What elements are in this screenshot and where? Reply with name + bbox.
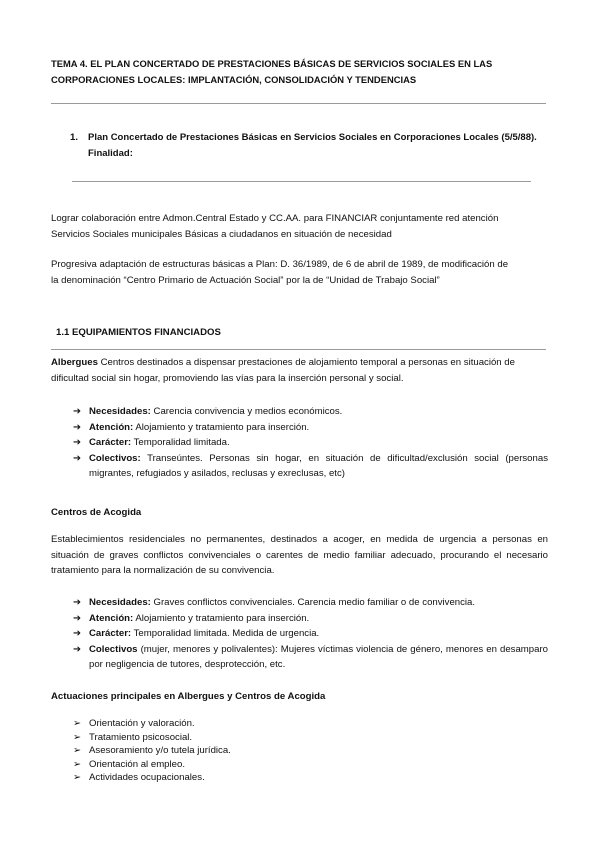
albergues-line-2: dificultad social sin hogar, promoviendo las vías para la inserción personal y social.: [51, 372, 404, 384]
paragraph-line: la denominación “Centro Primario de Actuación Social” por la de “Unidad de Trabajo Social”: [51, 274, 440, 286]
bullet-text: (mujer, menores y polivalentes): Mujeres víctimas violencia de género, menores en desamparo por negligencia de tutores, desprotección, etc.: [89, 643, 548, 670]
bullet-label: Colectivos: [89, 643, 138, 655]
bullet-text: Alojamiento y tratamiento para inserción.: [133, 421, 310, 433]
section-1-number: 1.: [70, 132, 79, 143]
list-item-text: Orientación al empleo.: [89, 758, 185, 770]
acogida-bullets: [73, 595, 548, 673]
list-item-text: Actividades ocupacionales.: [89, 772, 205, 783]
section-1-heading-line-1: Plan Concertado de Prestaciones Básicas en Servicios Sociales en Corporaciones Locales (5/5/88).: [88, 132, 537, 143]
subsection-title: 1.1 EQUIPAMIENTOS FINANCIADOS: [56, 327, 221, 338]
list-item-text: Tratamiento psicosocial.: [89, 731, 193, 743]
bullet-item: [73, 595, 548, 611]
list-item: [73, 731, 473, 745]
chevron-icon: ➢: [73, 718, 82, 729]
albergues-line-1: Centros destinados a dispensar prestaciones de alojamiento temporal a personas en situación de: [97, 357, 515, 368]
bullet-label: Carácter:: [89, 437, 132, 448]
bullet-item: [73, 404, 548, 420]
bullet-label: Necesidades:: [89, 406, 151, 417]
arrow-icon: ➔: [73, 628, 82, 639]
bullet-text: Temporalidad limitada. Medida de urgencia.: [131, 628, 320, 639]
acogida-text: Establecimientos residenciales no permanentes, destinados a acoger, en medida de urgencia a personas en situación de graves conflictos convivenciales o carentes de medio familiar adecuado, procurando el necesario tratamiento para la normalización de su convivencia.: [51, 534, 548, 576]
albergues-paragraph: [51, 355, 548, 386]
paragraph-finalidad: [51, 211, 551, 242]
bullet-item: [73, 626, 548, 642]
bullet-text: Alojamiento y tratamiento para inserción.: [133, 612, 310, 624]
chevron-icon: ➢: [73, 731, 82, 743]
paragraph-adaptacion: [51, 257, 551, 288]
bullet-item: [73, 611, 548, 627]
bullet-label: Necesidades:: [89, 597, 151, 608]
arrow-icon: ➔: [73, 643, 82, 655]
list-item: [73, 744, 473, 758]
list-item-text: Orientación y valoración.: [89, 718, 195, 729]
acogida-title: Centros de Acogida: [51, 507, 142, 518]
albergues-term: Albergues: [51, 357, 98, 368]
paragraph-line: Lograr colaboración entre Admon.Central Estado y CC.AA. para FINANCIAR conjuntamente red atención: [51, 213, 499, 224]
paragraph-line: Progresiva adaptación de estructuras básicas a Plan: D. 36/1989, de 6 de abril de 1989, de modificación de: [51, 259, 509, 270]
albergues-bullets: [73, 404, 548, 482]
bullet-label: Colectivos:: [89, 452, 141, 464]
paragraph-line: Servicios Sociales municipales Básicas a ciudadanos en situación de necesidad: [51, 228, 392, 240]
section-1-heading-line-2: Finalidad:: [88, 147, 133, 159]
arrow-icon: ➔: [73, 406, 82, 417]
chevron-icon: ➢: [73, 745, 82, 756]
bullet-label: Atención:: [89, 421, 134, 433]
divider: [51, 349, 546, 350]
divider: [51, 103, 546, 104]
acogida-heading: [51, 505, 451, 521]
list-item: [73, 717, 473, 731]
bullet-item: [73, 420, 548, 436]
bullet-text: Temporalidad limitada.: [131, 437, 230, 448]
arrow-icon: ➔: [73, 421, 82, 433]
bullet-label: Atención:: [89, 612, 134, 624]
arrow-icon: ➔: [73, 597, 82, 608]
bullet-item: [73, 642, 548, 673]
page-title: [51, 56, 551, 87]
divider: [72, 181, 531, 182]
bullet-text: Graves conflictos convivenciales. Carencia medio familiar o de convivencia.: [150, 597, 476, 608]
bullet-text: Carencia convivencia y medios económicos.: [150, 406, 343, 417]
actuaciones-title: Actuaciones principales en Albergues y Centros de Acogida: [51, 691, 326, 702]
list-item: [73, 771, 473, 785]
title-line-1: TEMA 4. EL PLAN CONCERTADO DE PRESTACIONES BÁSICAS DE SERVICIOS SOCIALES EN LAS: [51, 58, 493, 69]
chevron-icon: ➢: [73, 772, 82, 783]
actuaciones-heading: [51, 689, 501, 705]
title-line-2: CORPORACIONES LOCALES: IMPLANTACIÓN, CONSOLIDACIÓN Y TENDENCIAS: [51, 73, 417, 85]
bullet-text: Transeúntes. Personas sin hogar, en situación de dificultad/exclusión social (personas migrantes, refugiados y asilados, reclusas y exreclusas, etc): [89, 452, 548, 479]
acogida-paragraph: [51, 532, 548, 579]
bullet-item: [73, 435, 548, 451]
actuaciones-list: [73, 717, 473, 785]
arrow-icon: ➔: [73, 452, 82, 464]
arrow-icon: ➔: [73, 612, 82, 624]
list-item-text: Asesoramiento y/o tutela jurídica.: [89, 745, 231, 756]
bullet-item: [73, 451, 548, 482]
bullet-label: Carácter:: [89, 628, 132, 639]
list-item: [73, 758, 473, 772]
arrow-icon: ➔: [73, 437, 82, 448]
chevron-icon: ➢: [73, 758, 82, 770]
subsection-heading: [56, 325, 456, 341]
